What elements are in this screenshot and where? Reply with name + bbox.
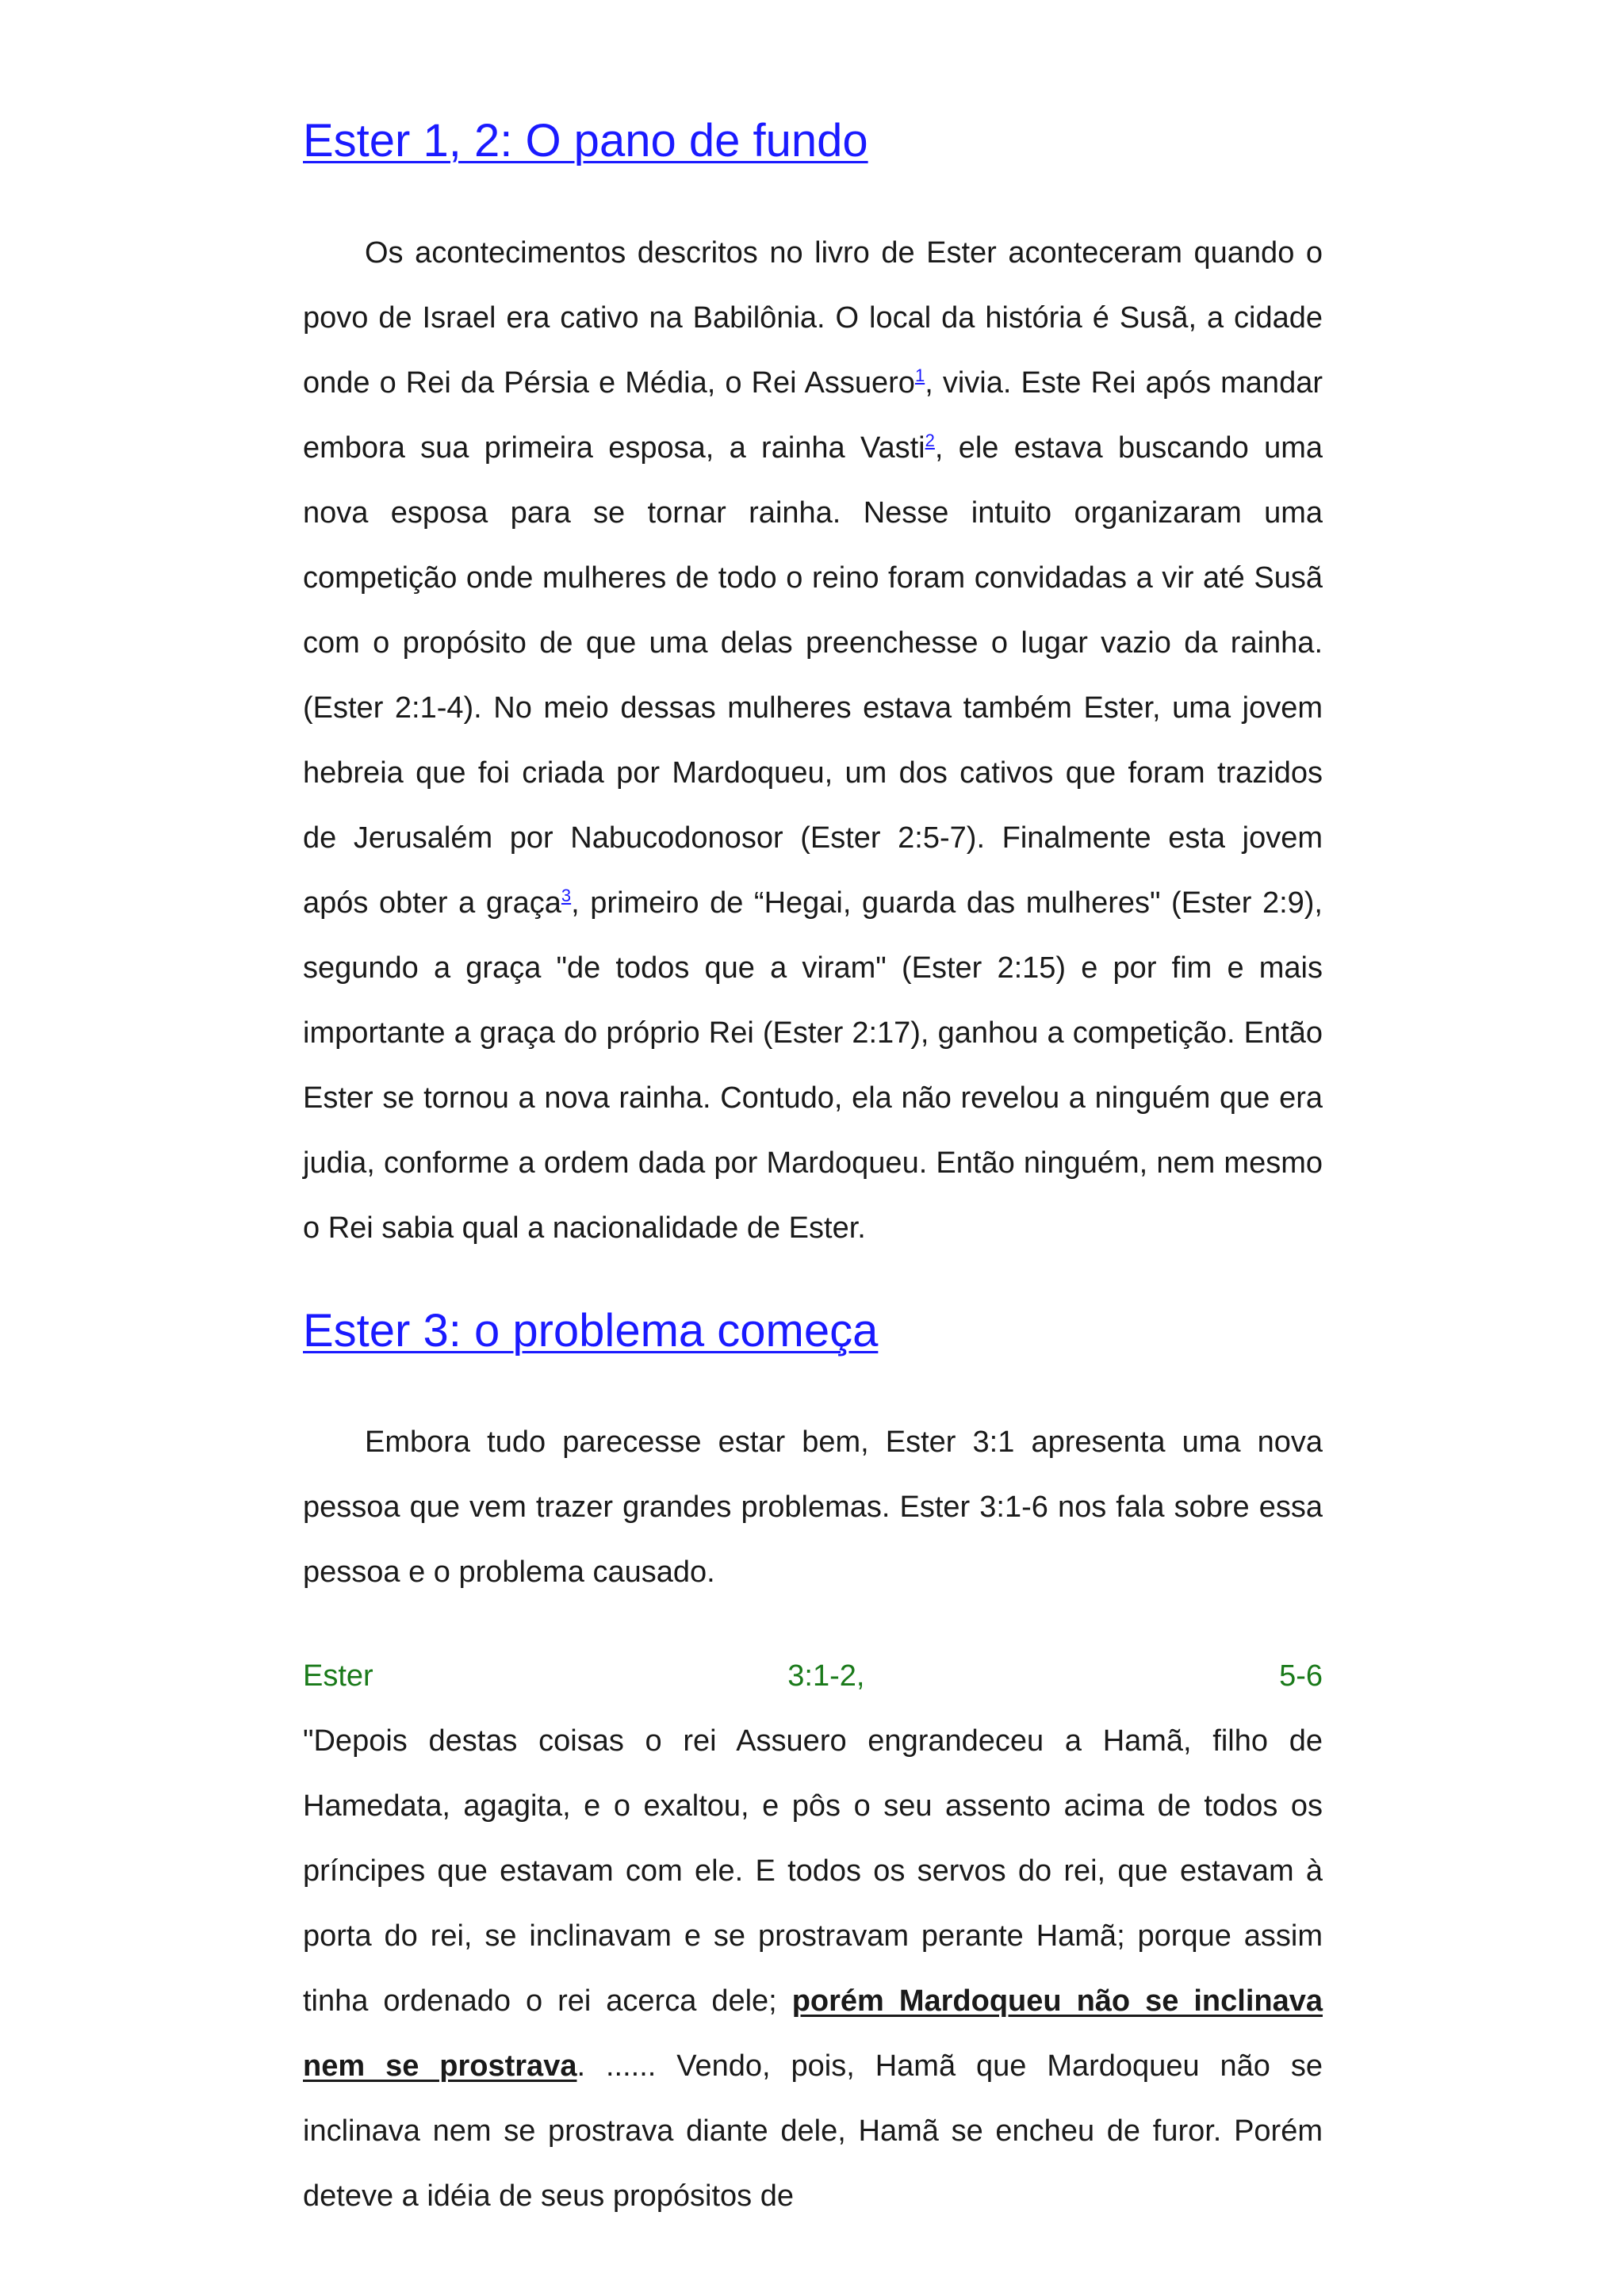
quote-text: . ...... Vendo, pois, Hamã que Mardoqueu não se inclinava nem se prostrava diante dele, Hamã se encheu de furor. Porém deteve a idéia de seus propósitos de (303, 2049, 1323, 2213)
quote-emphasis: porém Mardoqueu não se inclinava nem se prostrava (303, 1984, 1323, 2083)
scripture-quote (303, 1709, 1323, 2229)
paragraph-text: Embora tudo parecesse estar bem, Ester 3:1 apresenta uma nova pessoa que vem trazer grandes problemas. Ester 3:1-6 nos fala sobre essa pessoa e o problema causado. (303, 1425, 1323, 1589)
paragraph-text: , ele estava buscando uma nova esposa para se tornar rainha. Nesse intuito organizaram uma competição onde mulheres de todo o reino foram convidadas a vir até Susã com o propósito de que uma delas preenchesse o lugar vazio da rainha. (Ester 2:1-4). No meio dessas mulheres estava também Ester, uma jovem hebreia que foi criada por Mardoqueu, um dos cativos que foram trazidos de Jerusalém por Nabucodonosor (Ester 2:5-7). Finalmente esta jovem após obter a graça (303, 431, 1323, 920)
paragraph-intro (303, 1410, 1323, 1605)
scripture-reference (303, 1644, 1323, 1709)
footnote-link-3[interactable]: 3 (561, 886, 572, 905)
paragraph-text: , vivia. Este Rei após mandar embora sua primeira esposa, a rainha Vasti (303, 366, 1323, 465)
reference-book: Ester (303, 1659, 373, 1693)
paragraph-text: Os acontecimentos descritos no livro de Ester aconteceram quando o povo de Israel era cativo na Babilônia. O local da história é Susã, a cidade onde o Rei da Pérsia e Média, o Rei Assuero (303, 236, 1323, 400)
section-heading-background[interactable]: Ester 1, 2: O pano de fundo (303, 115, 868, 166)
paragraph-background (303, 220, 1323, 1261)
section-heading-problem[interactable]: Ester 3: o problema começa (303, 1305, 879, 1357)
paragraph-text: , primeiro de “Hegai, guarda das mulheres" (Ester 2:9), segundo a graça "de todos que a viram" (Ester 2:15) e por fim e mais importante a graça do próprio Rei (Ester 2:17), ganhou a competição. Então Ester se tornou a nova rainha. Contudo, ela não revelou a ninguém que era judia, conforme a ordem dada por Mardoqueu. Então ninguém, nem mesmo o Rei sabia qual a nacionalidade de Ester. (303, 886, 1323, 1245)
reference-verses-2: 5-6 (1279, 1659, 1323, 1693)
quote-text: "Depois destas coisas o rei Assuero engrandeceu a Hamã, filho de Hamedata, agagita, e o exaltou, e pôs o seu assento acima de todos os príncipes que estavam com ele. E todos os servos do rei, que estavam à porta do rei, se inclinavam e se prostravam perante Hamã; porque assim tinha ordenado o rei acerca dele; (303, 1724, 1323, 2018)
footnote-link-1[interactable]: 1 (914, 365, 925, 385)
footnote-link-2[interactable]: 2 (925, 430, 935, 450)
reference-verses: 3:1-2, (787, 1659, 865, 1693)
